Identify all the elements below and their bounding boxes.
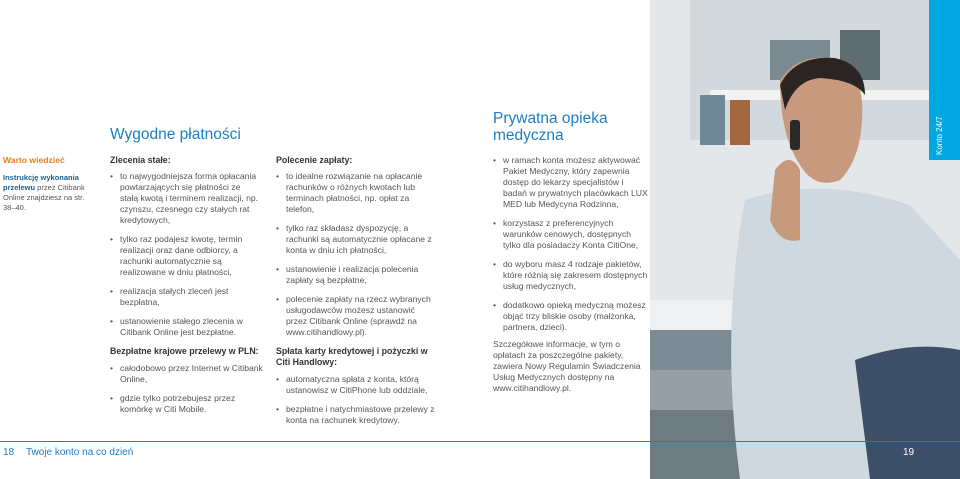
list-item: • automatyczna spłata z konta, którą ustanowisz w CitiPhone lub oddziale,	[276, 374, 436, 396]
list-item: • tylko raz składasz dyspozycję, a rachunki są automatycznie opłacane z konta w dniu ich płatności,	[276, 223, 436, 256]
heading-medical-care	[493, 110, 633, 144]
credit-repayment-title: Spłata karty kredytowej i pożyczki w Citi Handlowy:	[276, 346, 428, 367]
heading-medical-line1: Prywatna opieka	[493, 110, 608, 127]
credit-repayment-section	[276, 346, 436, 434]
heading-medical-line2: medyczna	[493, 127, 564, 144]
list-item: • to najwygodniejsza forma opłacania powtarzających się płatności ze stałą kwotą i terminem realizacji, np. czynszu, czesnego czy stałych rat kredytowych,	[110, 171, 260, 226]
medical-list	[493, 155, 648, 333]
man-on-phone-photo	[650, 0, 960, 479]
list-item: • ustanowienie stałego zlecenia w Citibank Online jest bezpłatne.	[110, 316, 260, 338]
photo-illustration	[650, 0, 960, 479]
list-item: • realizacja stałych zleceń jest bezpłatna,	[110, 286, 260, 308]
transfers-list	[110, 363, 265, 415]
footer-rule	[0, 441, 960, 442]
standing-orders-list	[110, 171, 260, 338]
page-number-left: 18	[3, 447, 15, 458]
list-item: • gdzie tylko potrzebujesz przez komórkę w Citi Mobile.	[110, 393, 265, 415]
page-number-right: 19	[903, 447, 915, 458]
transfers-title: Bezpłatne krajowe przelewy w PLN:	[110, 346, 259, 356]
sidebar-title: Warto wiedzieć	[3, 155, 65, 165]
side-tab-label: Konto 24/7	[935, 116, 944, 155]
transfers-section	[110, 346, 265, 423]
medical-note: Szczegółowe informacje, w tym o opłatach za poszczególne pakiety, zawiera Nowy Regulamin Świadczenia Usług Medycznych dostępny na www.citihandlowy.pl.	[493, 339, 641, 393]
credit-repayment-list	[276, 374, 436, 426]
list-item: • to idealne rozwiązanie na opłacanie rachunków o różnych kwotach lub terminach płatności, np. opłat za telefon,	[276, 171, 436, 215]
payment-orders-list	[276, 171, 436, 338]
footer-title: Twoje konto na co dzień	[26, 447, 134, 458]
list-item: • w ramach konta możesz aktywować Pakiet Medyczny, który zapewnia dostęp do lekarzy specjalistów i badań w prywatnych placówkach LUX MED lub Medycyna Rodzinna,	[493, 155, 648, 210]
list-item: • polecenie zapłaty na rzecz wybranych usługodawców możesz ustanowić przez Citibank Online (sprawdź na www.citihandlowy.pl).	[276, 294, 436, 338]
sidebar-text: przez Citibank Online znajdziesz na str. 38–40.	[3, 183, 85, 212]
list-item: • tylko raz podajesz kwotę, termin realizacji oraz dane odbiorcy, a rachunki automatycznie są realizowane w dniu płatności,	[110, 234, 260, 278]
list-item: • ustanowienie i realizacja polecenia zapłaty są bezpłatne,	[276, 264, 436, 286]
list-item: • bezpłatne i natychmiastowe przelewy z konta na rachunek kredytowy.	[276, 404, 436, 426]
list-item: • do wyboru masz 4 rodzaje pakietów, które różnią się zakresem dostępnych usług medycznych,	[493, 259, 648, 292]
list-item: • całodobowo przez Internet w Citibank Online,	[110, 363, 265, 385]
list-item: • dodatkowo opieką medyczną możesz objąć trzy bliskie osoby (małżonka, partnera, dzieci).	[493, 300, 648, 333]
payment-orders-section	[276, 155, 436, 346]
standing-orders-title: Zlecenia stałe:	[110, 155, 171, 165]
sidebar-note	[3, 155, 85, 213]
list-item: • korzystasz z preferencyjnych warunków cenowych, dostępnych tylko dla posiadaczy Konta CitiOne,	[493, 218, 648, 251]
heading-payments: Wygodne płatności	[110, 126, 241, 143]
sidebar-text-bold: Instrukcję wykonania przelewu	[3, 173, 79, 192]
medical-section	[493, 155, 648, 341]
standing-orders-section	[110, 155, 260, 346]
payment-orders-title: Polecenie zapłaty:	[276, 155, 353, 165]
